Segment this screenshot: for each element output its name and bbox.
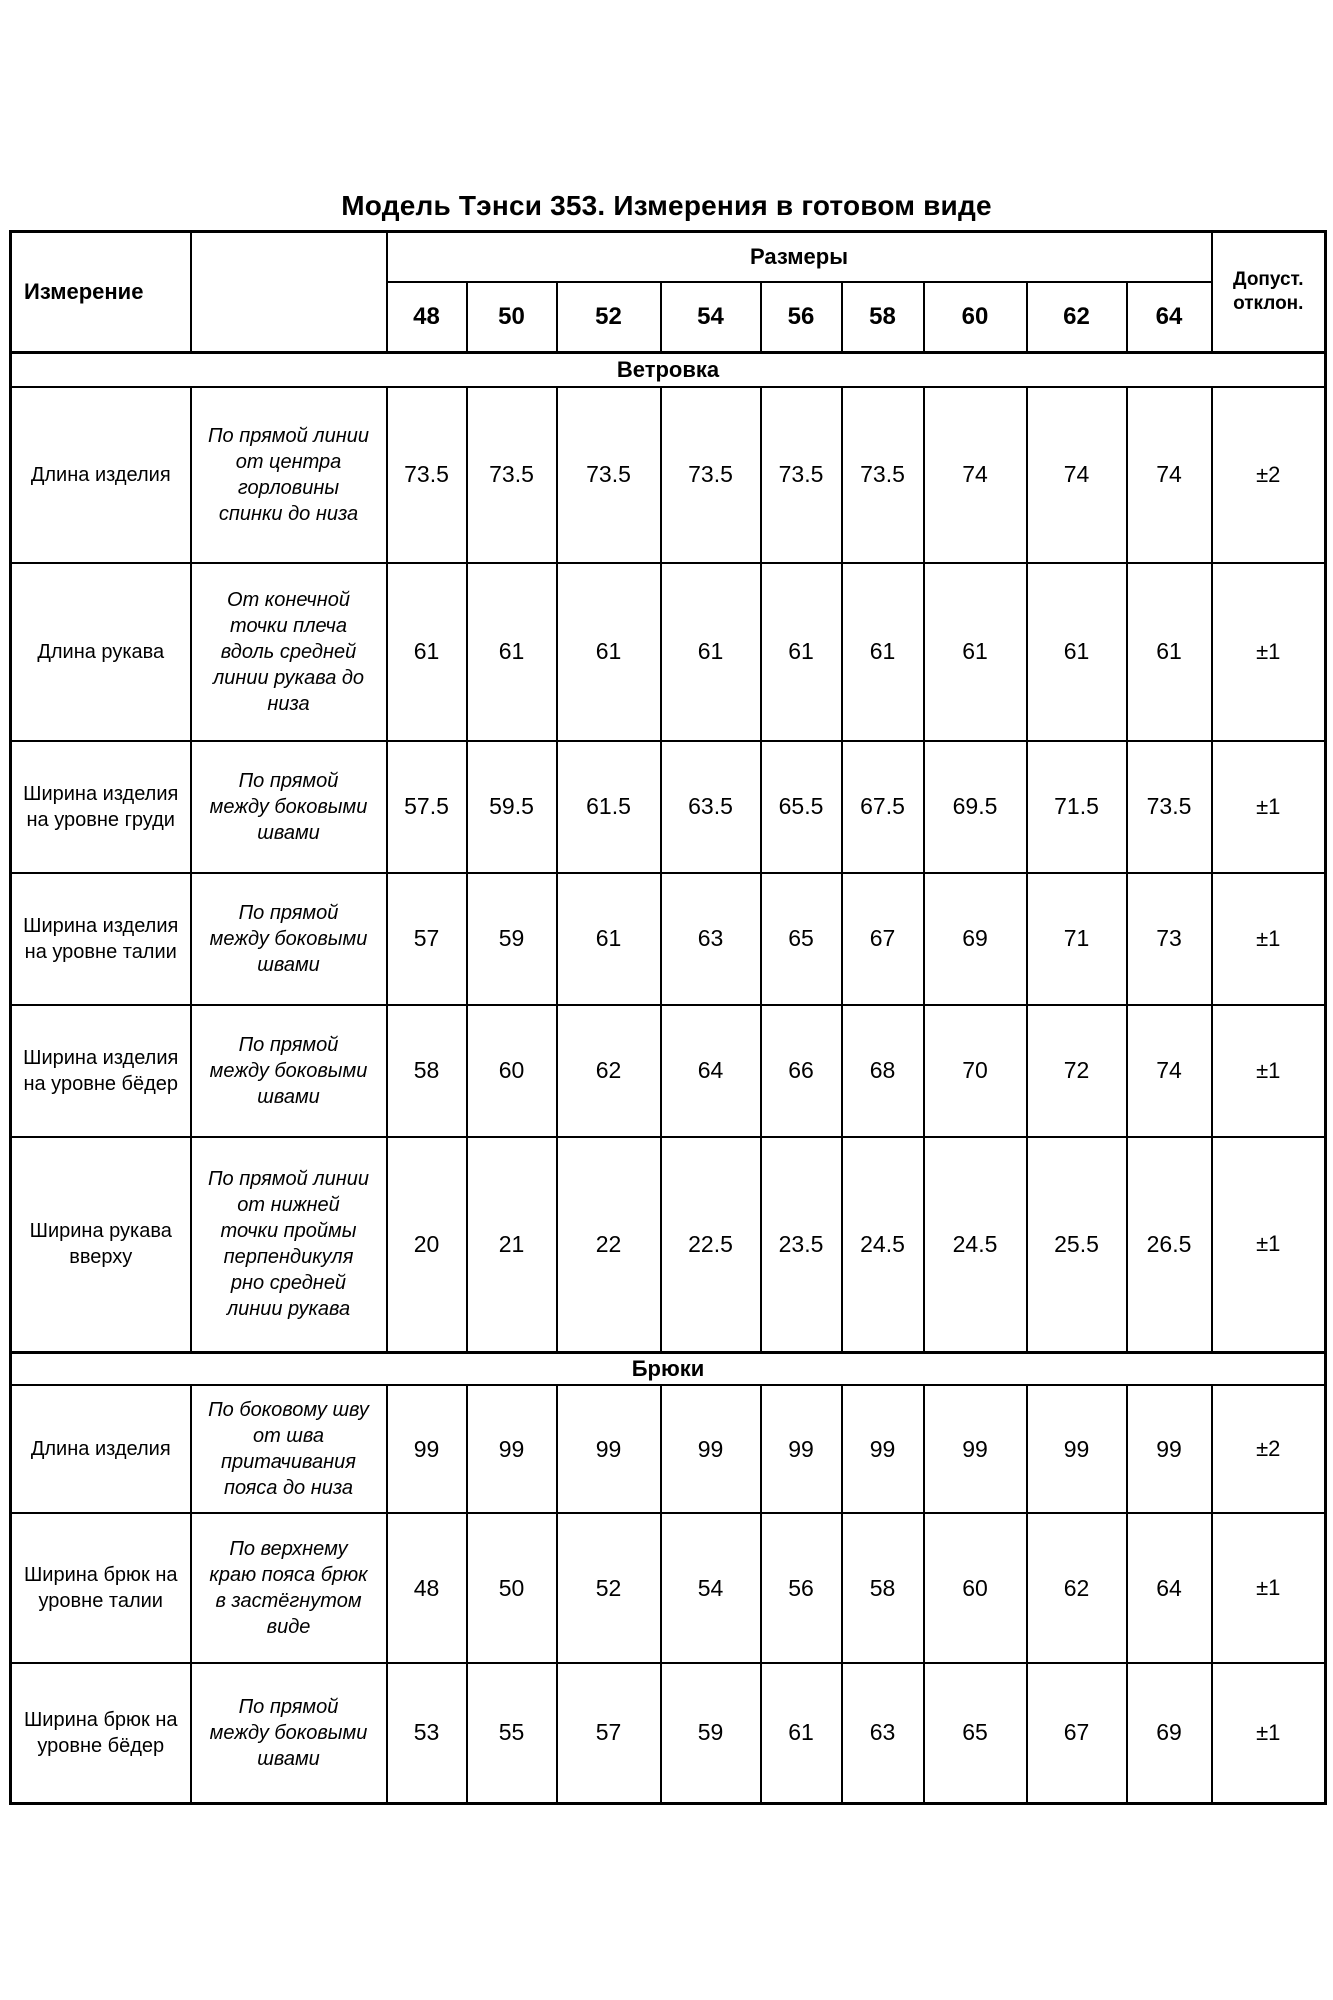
measurement-value: 61.5 bbox=[557, 741, 661, 873]
measurement-value: 23.5 bbox=[761, 1137, 842, 1353]
sizes-group-header: Размеры bbox=[387, 232, 1212, 283]
measurement-row bbox=[11, 741, 1326, 873]
measurement-description: По прямой между боковыми швами bbox=[191, 1005, 387, 1137]
measurement-value: 99 bbox=[387, 1385, 467, 1513]
measurement-value: 71 bbox=[1027, 873, 1127, 1005]
section-band-row bbox=[11, 353, 1326, 387]
measurement-value: 74 bbox=[1027, 387, 1127, 563]
measurement-value: 73.5 bbox=[557, 387, 661, 563]
measurement-value: 56 bbox=[761, 1513, 842, 1663]
measurement-value: 61 bbox=[557, 563, 661, 741]
measurement-value: 24.5 bbox=[842, 1137, 924, 1353]
measurement-value: 74 bbox=[1127, 387, 1212, 563]
tolerance-value: ±1 bbox=[1212, 1513, 1326, 1663]
measurement-value: 52 bbox=[557, 1513, 661, 1663]
measurement-value: 73.5 bbox=[387, 387, 467, 563]
measurement-value: 58 bbox=[842, 1513, 924, 1663]
measurement-value: 61 bbox=[1127, 563, 1212, 741]
measurement-value: 73.5 bbox=[842, 387, 924, 563]
page-title: Модель Тэнси 353. Измерения в готовом виде bbox=[341, 190, 992, 221]
measurement-value: 74 bbox=[1127, 1005, 1212, 1137]
measurement-label: Длина изделия bbox=[11, 1385, 191, 1513]
measurement-value: 55 bbox=[467, 1663, 557, 1803]
table-body bbox=[11, 353, 1326, 1804]
measurement-description: По верхнему краю пояса брюк в застёгнутом виде bbox=[191, 1513, 387, 1663]
measurement-value: 65 bbox=[761, 873, 842, 1005]
measurement-value: 73.5 bbox=[1127, 741, 1212, 873]
measurement-value: 66 bbox=[761, 1005, 842, 1137]
measurement-value: 61 bbox=[842, 563, 924, 741]
measurement-value: 73 bbox=[1127, 873, 1212, 1005]
measurement-label: Ширина брюк на уровне талии bbox=[11, 1513, 191, 1663]
size-column-header: 58 bbox=[842, 282, 924, 353]
tolerance-value: ±2 bbox=[1212, 387, 1326, 563]
tolerance-value: ±1 bbox=[1212, 1663, 1326, 1803]
size-column-header: 52 bbox=[557, 282, 661, 353]
measurement-value: 61 bbox=[924, 563, 1027, 741]
measurement-value: 63 bbox=[842, 1663, 924, 1803]
measurement-row bbox=[11, 1513, 1326, 1663]
measurement-value: 62 bbox=[557, 1005, 661, 1137]
measurement-value: 61 bbox=[761, 1663, 842, 1803]
measurement-row bbox=[11, 387, 1326, 563]
measurement-value: 59.5 bbox=[467, 741, 557, 873]
measurement-value: 69 bbox=[924, 873, 1027, 1005]
measurement-value: 57.5 bbox=[387, 741, 467, 873]
measurement-label: Ширина изделия на уровне бёдер bbox=[11, 1005, 191, 1137]
measurement-value: 73.5 bbox=[661, 387, 761, 563]
description-column-header-empty bbox=[191, 232, 387, 353]
measurement-value: 61 bbox=[1027, 563, 1127, 741]
measurement-value: 99 bbox=[842, 1385, 924, 1513]
measurement-description: По прямой линии от нижней точки проймы перпендикуля рно средней линии рукава bbox=[191, 1137, 387, 1353]
section-band-row bbox=[11, 1353, 1326, 1386]
measurements-table bbox=[9, 230, 1327, 1805]
measurement-label: Ширина изделия на уровне талии bbox=[11, 873, 191, 1005]
measurement-value: 61 bbox=[557, 873, 661, 1005]
measurement-value: 24.5 bbox=[924, 1137, 1027, 1353]
measurement-value: 65 bbox=[924, 1663, 1027, 1803]
measurement-description: По боковому шву от шва притачивания пояса до низа bbox=[191, 1385, 387, 1513]
measurement-label: Ширина брюк на уровне бёдер bbox=[11, 1663, 191, 1803]
measurement-value: 20 bbox=[387, 1137, 467, 1353]
measurement-value: 74 bbox=[924, 387, 1027, 563]
measurement-label: Ширина изделия на уровне груди bbox=[11, 741, 191, 873]
measurement-description: По прямой линии от центра горловины спинки до низа bbox=[191, 387, 387, 563]
measurement-value: 67 bbox=[1027, 1663, 1127, 1803]
measurement-value: 64 bbox=[661, 1005, 761, 1137]
measurement-row bbox=[11, 1663, 1326, 1803]
measurement-value: 61 bbox=[387, 563, 467, 741]
measurement-value: 59 bbox=[661, 1663, 761, 1803]
measurement-value: 54 bbox=[661, 1513, 761, 1663]
measurement-value: 22.5 bbox=[661, 1137, 761, 1353]
size-column-header: 62 bbox=[1027, 282, 1127, 353]
measurement-value: 63.5 bbox=[661, 741, 761, 873]
measurement-value: 99 bbox=[924, 1385, 1027, 1513]
measurement-value: 58 bbox=[387, 1005, 467, 1137]
measurement-value: 67.5 bbox=[842, 741, 924, 873]
measurement-value: 61 bbox=[661, 563, 761, 741]
measurement-value: 99 bbox=[467, 1385, 557, 1513]
measurement-description: От конечной точки плеча вдоль средней линии рукава до низа bbox=[191, 563, 387, 741]
measurement-value: 50 bbox=[467, 1513, 557, 1663]
measurement-value: 99 bbox=[1127, 1385, 1212, 1513]
measurement-value: 61 bbox=[467, 563, 557, 741]
tolerance-value: ±1 bbox=[1212, 873, 1326, 1005]
measurement-value: 57 bbox=[387, 873, 467, 1005]
measurement-value: 59 bbox=[467, 873, 557, 1005]
measurement-row bbox=[11, 873, 1326, 1005]
measurement-value: 70 bbox=[924, 1005, 1027, 1137]
size-column-header: 64 bbox=[1127, 282, 1212, 353]
tolerance-value: ±2 bbox=[1212, 1385, 1326, 1513]
measurement-description: По прямой между боковыми швами bbox=[191, 873, 387, 1005]
measurement-value: 99 bbox=[557, 1385, 661, 1513]
measurement-label: Длина изделия bbox=[11, 387, 191, 563]
section-title: Брюки bbox=[11, 1353, 1326, 1386]
size-column-header: 54 bbox=[661, 282, 761, 353]
tolerance-value: ±1 bbox=[1212, 1005, 1326, 1137]
size-column-header: 48 bbox=[387, 282, 467, 353]
measurement-row bbox=[11, 563, 1326, 741]
measurement-column-header: Измерение bbox=[11, 232, 191, 353]
section-title: Ветровка bbox=[11, 353, 1326, 387]
measurement-value: 72 bbox=[1027, 1005, 1127, 1137]
measurement-value: 21 bbox=[467, 1137, 557, 1353]
measurement-value: 60 bbox=[924, 1513, 1027, 1663]
measurement-value: 64 bbox=[1127, 1513, 1212, 1663]
size-column-header: 60 bbox=[924, 282, 1027, 353]
measurement-value: 71.5 bbox=[1027, 741, 1127, 873]
measurement-value: 99 bbox=[1027, 1385, 1127, 1513]
tolerance-value: ±1 bbox=[1212, 741, 1326, 873]
measurement-value: 61 bbox=[761, 563, 842, 741]
measurement-value: 63 bbox=[661, 873, 761, 1005]
measurement-value: 68 bbox=[842, 1005, 924, 1137]
measurement-row bbox=[11, 1385, 1326, 1513]
size-column-header: 56 bbox=[761, 282, 842, 353]
tolerance-value: ±1 bbox=[1212, 563, 1326, 741]
measurement-value: 48 bbox=[387, 1513, 467, 1663]
measurement-value: 65.5 bbox=[761, 741, 842, 873]
measurement-value: 99 bbox=[661, 1385, 761, 1513]
measurement-value: 25.5 bbox=[1027, 1137, 1127, 1353]
measurement-value: 67 bbox=[842, 873, 924, 1005]
measurement-label: Ширина рукава вверху bbox=[11, 1137, 191, 1353]
measurement-description: По прямой между боковыми швами bbox=[191, 1663, 387, 1803]
measurement-value: 69.5 bbox=[924, 741, 1027, 873]
measurement-value: 62 bbox=[1027, 1513, 1127, 1663]
header-row-sizes-title bbox=[11, 232, 1326, 283]
measurement-row bbox=[11, 1005, 1326, 1137]
table-header bbox=[11, 232, 1326, 353]
measurement-value: 69 bbox=[1127, 1663, 1212, 1803]
measurement-value: 73.5 bbox=[467, 387, 557, 563]
measurement-value: 22 bbox=[557, 1137, 661, 1353]
measurement-value: 26.5 bbox=[1127, 1137, 1212, 1353]
measurement-description: По прямой между боковыми швами bbox=[191, 741, 387, 873]
measurement-value: 73.5 bbox=[761, 387, 842, 563]
measurement-row bbox=[11, 1137, 1326, 1353]
size-column-header: 50 bbox=[467, 282, 557, 353]
measurement-label: Длина рукава bbox=[11, 563, 191, 741]
measurement-value: 99 bbox=[761, 1385, 842, 1513]
measurement-value: 53 bbox=[387, 1663, 467, 1803]
measurement-value: 60 bbox=[467, 1005, 557, 1137]
tolerance-value: ±1 bbox=[1212, 1137, 1326, 1353]
tolerance-column-header: Допуст. отклон. bbox=[1212, 232, 1326, 353]
measurement-value: 57 bbox=[557, 1663, 661, 1803]
